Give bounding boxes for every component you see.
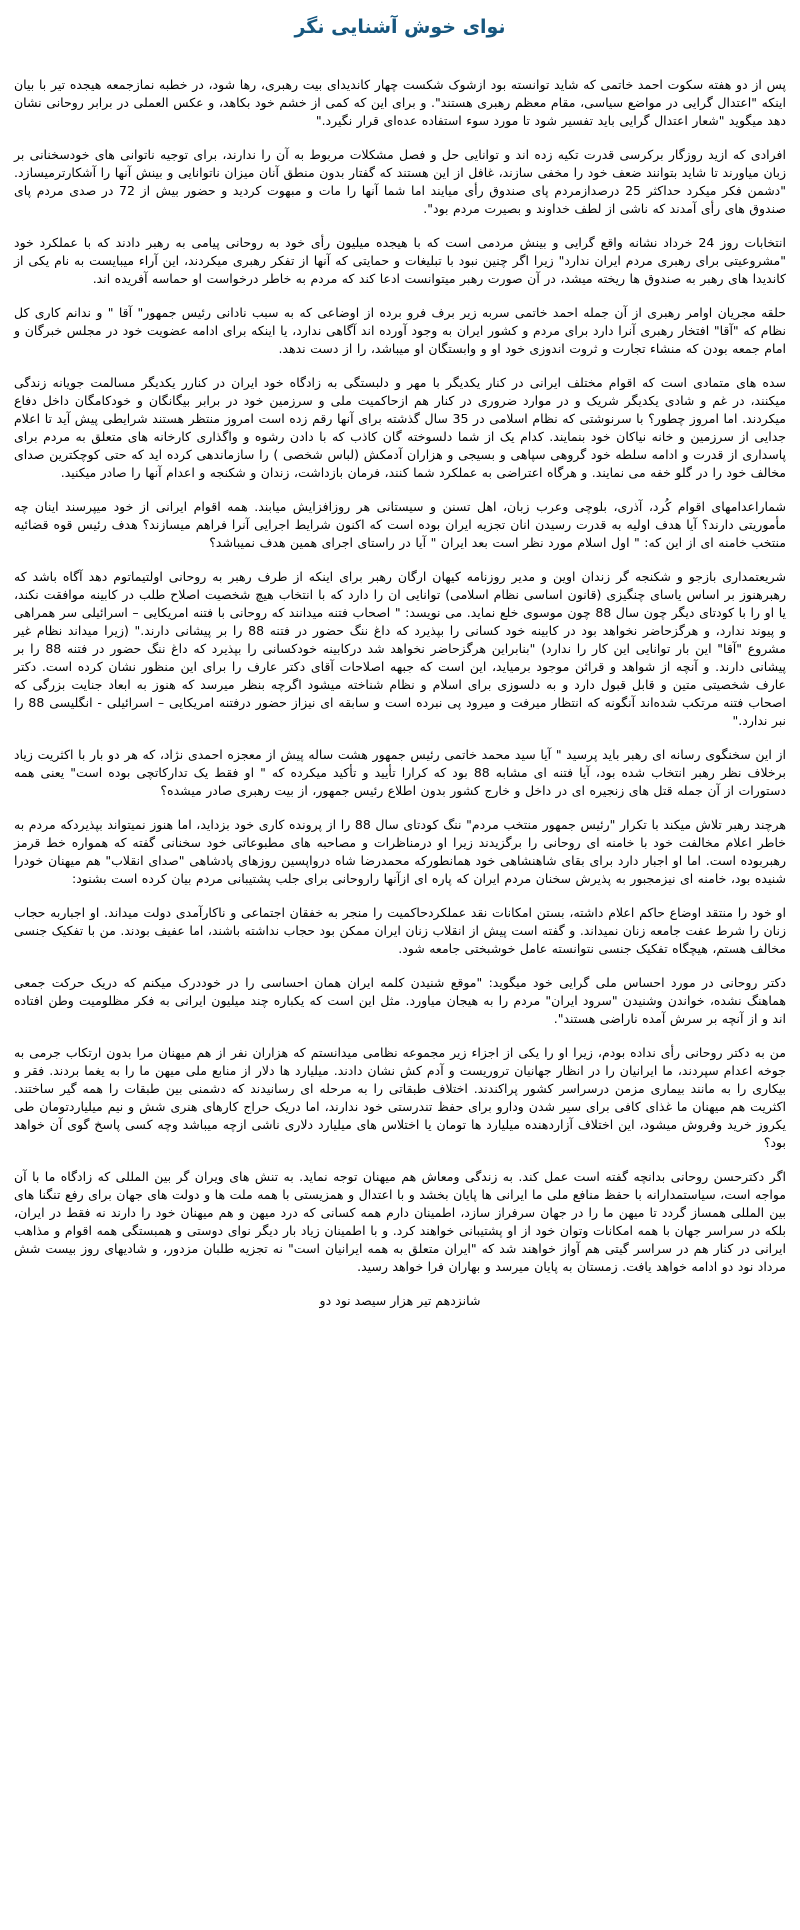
paragraph: سده های متمادی است که اقوام مختلف ایرانی در کنار یکدیگر با مهر و دلبستگی به زادگاه خود ایران در کنارر یکدیگر مسالمت جویانه زندگی میکنند، در غم و شادی یکدیگر شریک و در موارد ضروری در کنار هم ازحاکمیت ملی و سرزمین خود در برابر بیگانگان و خودکامگان داخل دفاع میکردند. اما امروز چطور؟ با سرنوشتی که نظام اسلامی در 35 سال گذشته برای آنها رقم زده است امروز منتظر هستند شرایطی پیش آید تا اعلام جدایی از سرزمین و خانه نیاکان خود بنمایند. کدام یک از شما دلسوخته گان کاذب که با دادن رشوه و واگذاری کارخانه های متعلق به مردم برای پاسداری از قدرت و ادامه سلطه خود گروهی سپاهی و بسیجی و هزاران آدمکش (لباس شخصی ) را سازماندهی کرده اید که حتی کوچکترین صدای مخالف خود را در گلو خفه می نمایند. و هرگاه اعتراضی به عملکرد شما کنند، فرمان بازداشت، زندان و شکنجه و اعدام آنها را صادر میکنید. [14,375,787,480]
page-bottom-whitespace [0,1310,800,1930]
paragraph: دکتر روحانی در مورد احساس ملی گرایی خود میگوید: "موقع شنیدن کلمه ایران همان احساسی را در خوددرک میکنم که دریک حرکت جمعی هماهنگ نشده، خواندن وشنیدن "سرود ایران" مردم را به هیجان میاورد. مثل این است که یکباره چند میلیون ایرانی به فکر مظلومیت وطن افتاده اند و از آنچه بر سرش آمده ناراضی هستند". [14,975,786,1026]
signoff-date: شانزدهم تیر هزار سیصد نود دو [319,1293,481,1308]
article-body [0,76,800,1310]
paragraph: شماراعدامهای اقوام کُرد، آذری، بلوچی وعرب زبان، اهل تسنن و سیستانی هر روزافزایش میابند. همه اقوام ایرانی از خود میپرسند اینان چه مأموریتی دارند؟ آیا هدف اولیه به قدرت رسیدن انان تجزیه ایران بوده است که اکنون شرایط اجرایی آنرا فراهم میسازند؟ هدف رئیس قوه قضائیه منتخب خامنه ای از این که: " اول اسلام مورد نظر است بعد ایران " آیا در راستای اجرای همین هدف نمیباشد؟ [14,499,786,550]
paragraph: حلقه مجریان اوامر رهبری از آن جمله احمد خاتمی سربه زیر برف فرو برده از اوضاعی که به سبب نادانی رئیس جمهور" آقا " و ندانم کاری کل نظام که "آقا" افتخار رهبری آنرا دارد برای مردم و کشور ایران به وجود آورده اند آگاهی ندارد، یا اینکه برای ادامه عضویت خود در مجلس خبرگان و امام جمعه بودن که منشاء تجارت و ثروت اندوزی خود او و وابستگان او میباشد، را از دست ندهد. [14,305,786,356]
paragraph: من به دکتر روحانی رأی نداده بودم، زیرا او را یکی از اجزاء زیر مجموعه نظامی میدانستم که هزاران نفر از هم میهنان مرا بدون ارتکاب جرمی به جوخه اعدام سپردند، ما ایرانیان را در انظار جهانیان تروریست و آدم کش نشان دادند. میلیارد ها دلار از منابع ملی میهن ما را به یغما بردند. فقر و بیکاری را به مانند بیماری مزمن درسراسر کشور پراکندند. اختلاف طبقاتی را به مرحله ای رسانیدند که دشمنی بین طبقات را همه گیر ساختند. اکثریت هم میهنان ما غذای کافی برای سیر شدن ودارو برای حفظ تندرستی خود ندارند، اما دریک حراج کارهای هنری شش و نیم میلیاردتومان طی یکروز خرید وفروش میشود، این اختلاف آزاردهنده میلیارد ها تومان یا اختلاس های میلیارد دلاری ناشی ازچه میباشد وچه کسی پاسخ گوی آن خواهد بود؟ [14,1045,786,1150]
paragraph: از این سخنگوی رسانه ای رهبر باید پرسید " آیا سید محمد خاتمی رئیس جمهور هشت ساله پیش از معجزه احمدی نژاد، که هر دو بار با اکثریت زیاد برخلاف نظر رهبر انتخاب شده بود، آیا فتنه ای مشابه 88 بود که کرارا تأیید و تأکید میکرده که " او فقط یک تدارکاتچی بوده است" یعنی همه دستورات از آن جمله قتل های زنجیره ای در داخل و خارج کشور بدون اطلاع رئیس جمهور، از بیت رهبری صادر میشده؟ [14,747,787,798]
paragraph: شریعتمداری بازجو و شکنجه گر زندان اوین و مدیر روزنامه کیهان ارگان رهبر برای اینکه از طرف رهبر به روحانی اولتیماتوم دهد آگاه باشد که رهبرهنوز بر اساس یاسای چنگیزی (قانون اساسی نظام اسلامی) توانایی ان را دارد که با انتخاب هیچ شخصیت اصلاح طلب در کابینه موافقت نکند، یا او را با کودتای دیگر چون سال 88 چون موسوی خلع نماید. می نویسد: " اصحاب فتنه میدانند که روحانی با فتنه امریکایی – اسرائیلی سر همراهی و پیوند ندارد، و هرگزحاضر نخواهد بود در کابینه خود کسانی را بپذیرد که داغ ننگ حضور در فتنه 88 را بر پیشانی دارند." (زیرا میداند نظام غیر مشروع "آقا" این بار توانایی این کار را ندارد) "بنابراین هرگزحاضر نخواهد شد درکابینه خودکسانی را بپذیرد که داغ ننگ حضور در فتنه 88 را بر پیشانی دارند. و آنچه از شواهد و قرائن موجود برمیاید، این است که جبهه اصلاحات آقای دکتر عارف را برای این منظور نشان کرده است. دکتر عارف شخصیتی متین و قابل قبول دارد و به دلسوزی برای اسلام و نظام شناخته میشود اگرچه بنظر میرسد که هنوز به ابعاد جنایت بزرگی که اصحاب فتنه مرتکب شده‌اند آنگونه که انتظار میرفت و میرود پی نبرده است و سابقه ای نیزاز حضور درفتنه امریکایی – اسرائیلی - انگلیسی 88 را نبر ندارد." [14,569,787,728]
paragraph: پس از دو هفته سکوت احمد خاتمی که شاید توانسته بود ازشوک شکست چهار کاندیدای بیت رهبری، رها شود، در خطبه نمازجمعه هیجده تیر با بیان اینکه "اعتدال گرایی در مواضع سیاسی، مقام معظم رهبری هستند". و برای این که کمی از خشم خود بکاهد، و عکس العملی در برابر روحانی نشان دهد میگوید "شعار اعتدال گرایی باید تفسیر شود تا مورد سوء استفاده عده‌ای قرار نگیرد." [14,77,786,128]
paragraph: اگر دکترحسن روحانی بدانچه گفته است عمل کند. به زندگی ومعاش هم میهنان توجه نماید. به تنش های ویران گر بین المللی که زادگاه ما با آن مواجه است، سیاستمدارانه با حفظ منافع ملی ما ایرانی ها پایان بخشد و با اعتدال و همزیستی با همه ملت ها و دولت های جهان برای رفع تنگنا های بین المللی همساز گردد تا میهن ما را در جهان سرفراز سازد، اطمینان دارم همه کسانی که درد میهن و هم میهنان خود را دارند نه فقط در ایران، بلکه در سراسر جهان با همه امکانات وتوان خود از او پشتیبانی خواهند کرد. و با اطمینان زیاد بار دیگر نوای دوستی و همبستگی همه اقوام و مذاهب ایرانی در کنار هم در سراسر گیتی هم آواز خواهند شد که "ایران متعلق به همه ایرانیان است" نه تجزیه طلبان مزدور، و شادیهای روز بیست شش مرداد نود دو ادامه خواهد یافت. زمستان به پایان میرسد و بهاران فرا خواهد رسید. [14,1169,786,1274]
page-title: نوای خوش آشنایی نگر [294,16,506,38]
paragraph: هرچند رهبر تلاش میکند با تکرار "رئیس جمهور منتخب مردم" ننگ کودتای سال 88 را از پرونده کاری خود بزداید، اما هنوز نمیتواند بپذیردکه مردم به خاطر اعلام مخالفت خود با خامنه ای روحانی را برگزیدند زیرا او درمناظرات و مصاحبه های مطبوعاتی خود سخنانی گفته که همواره خط قرمز رهبربوده است. اما او اجبار دارد برای بقای شاهنشاهی خود همانطورکه محمدرضا شاه درواپسین روزهای پادشاهی "صدای انقلاب" هم میهنان خودرا شنیده بود، خامنه ای نیزمجبور به پذیرش سخنان مردم ایران که پاره ای ازآنها راروحانی برای جلب پشتیبانی مردم بیان کرده است بشنود: [14,817,786,886]
paragraph: او خود را منتقد اوضاع حاکم اعلام داشته، بستن امکانات نقد عملکردحاکمیت را منجر به خفقان اجتماعی و ناکارآمدی دولت میداند. او اجباربه حجاب زنان را شرط عفت جامعه زنان نمیداند. و گفته است پیش از انقلاب زنان ایران ممکن بود حجاب نداشته باشند، اما عفیف بودند. من با تفکیک جنسی مخالف هستم، هیچگاه تفکیک جنسی نتوانسته عامل خوشبختی جامعه شود. [14,905,786,956]
paragraph: افرادی که ازید روزگار برکرسی قدرت تکیه زده اند و توانایی حل و فصل مشکلات مربوط به آن را ندارند، برای توجیه ناتوانی های خودسخنانی بر زبان میاورند تا شاید بتوانند ضعف خود را مخفی سازند، غافل از این هستند که گفتار بدون منطق آنان میزان ناتوانایی و بینش آنها را آشکارترمیسازد. "دشمن فکر میکرد حداکثر 25 درصدازمردم پای صندوق رأی میایند اما شما آنها را مات و مبهوت کردید و حضور بیش از 72 در صدی مردم پای صندوق های رأی آمدند که ناشی از لطف خداوند و بصیرت مردم بود". [14,147,786,216]
paragraph: انتخابات روز 24 خرداد نشانه واقع گرایی و بینش مردمی است که با هیجده میلیون رأی خود به روحانی پیامی به رهبر دادند که با عملکرد خود "مشروعیتی برای رهبری مردم ایران ندارد" زیرا اگر چنین نبود با تبلیغات و حمایتی که آنها از تفکر رهبری میکردند، این آراء میبایست به نام یکی از کاندیدا های رهبر به صندوق ها ریخته میشد، در آن صورت رهبر میتوانست ادعا کند که مردم به خاطر درخواست او حماسه آفریده اند. [14,235,787,286]
